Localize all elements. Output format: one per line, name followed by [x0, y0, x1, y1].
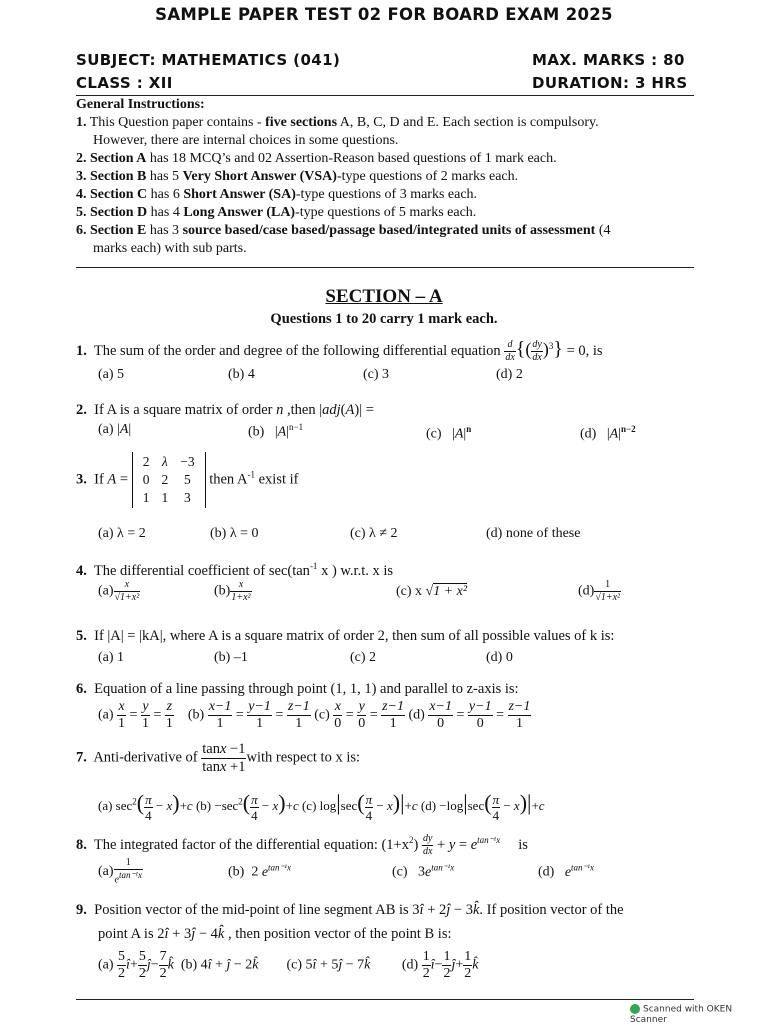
scanner-footer: Scanned with OKEN Scanner — [630, 1004, 733, 1025]
instruction-item-cont: marks each) with sub parts. — [93, 241, 247, 256]
question-7: 7. Anti-derivative of $\frac{\tan x -1}{\tan x +1}$ with respect to x is: — [76, 741, 361, 775]
q4-option-b: (b) $\frac{x}{\text{1+x²}}$ — [214, 579, 251, 603]
general-instructions — [76, 96, 696, 258]
scanner-logo-icon — [630, 1004, 640, 1014]
matrix-a: 2 λ −3 0 2 5 1 1 3 — [132, 452, 206, 508]
subject-label: SUBJECT: MATHEMATICS (041) — [76, 51, 341, 69]
max-marks-label: MAX. MARKS : 80 — [532, 51, 685, 69]
q3-option-c: (c) λ ≠ 2 — [350, 526, 398, 541]
question-3: 3. If A = 2 λ −3 0 2 5 1 1 3 then $A^{-1}$ exist if — [76, 452, 298, 508]
q1-option-c: (c) 3 — [363, 367, 390, 382]
section-subtitle: Questions 1 to 20 carry 1 mark each. — [270, 311, 498, 327]
q5-option-b: (b) –1 — [214, 650, 248, 665]
question-4: 4. The differential coefficient of $\sec(\tan^{-1}$ x ) w.r.t. x is — [76, 561, 394, 579]
question-2: 2. If A is a square matrix of order n ,then |adj(A)| = — [76, 402, 374, 418]
q8-option-b: (b) 2 $e^{tan^{-1}x}$ — [228, 862, 291, 880]
q3-option-b: (b) λ = 0 — [210, 526, 259, 541]
q4-option-c: (c) x √1 + x² — [396, 584, 468, 599]
question-1: 1. The sum of the order and degree of the following differential equation $\frac{d}{dx}$ {( $\frac{dy}{dx}$ )$^3$} = 0, is — [76, 338, 603, 364]
question-6: 6. Equation of a line passing through point (1, 1, 1) and parallel to z-axis is: — [76, 681, 519, 697]
q2-option-c: (c) $|A|^n$ — [426, 424, 472, 442]
instruction-item: 1. This Question paper contains - five sections A, B, C, D and E. Each section is compulsory. — [76, 115, 599, 130]
paper-title: SAMPLE PAPER TEST 02 FOR BOARD EXAM 2025 — [155, 5, 613, 24]
instruction-item: 3. Section B has 5 Very Short Answer (VSA)-type questions of 2 marks each. — [76, 169, 519, 184]
instruction-item: 2. Section A has 18 MCQ’s and 02 Assertion-Reason based questions of 1 mark each. — [76, 151, 557, 166]
q5-option-a: (a) 1 — [98, 650, 125, 665]
question-5: 5. If |A| = |kA|, where A is a square matrix of order 2, then sum of all possible values of k is: — [76, 628, 615, 644]
question-8: 8. The integrated factor of the differential equation: $(1+x^2)$ $\frac{dy}{dx}$ + $y = e^{tan^{-1}x}$ is — [76, 833, 528, 857]
section-title: SECTION – A — [325, 286, 443, 307]
class-label: CLASS : XII — [76, 74, 173, 92]
question-9: 9. Position vector of the mid-point of line segment AB is 3î + 2ĵ − 3k̂. If position vector of the — [76, 902, 624, 918]
instruction-item-cont: However, there are internal choices in some questions. — [93, 133, 399, 148]
q3-option-d: (d) none of these — [486, 526, 581, 541]
q8-option-c: (c) $3e^{tan^{-1}x}$ — [392, 862, 455, 880]
q9-options: (a) $\frac{5}{2}$ î+ $\frac{5}{2}$ ĵ− $\frac{7}{2}$ k̂ (b) 4î + ĵ − 2k̂ (c) 5î + 5ĵ − 7k̂ (d) $\frac{1}{2}$ î− $\frac{1}{2}$ ĵ+ $\frac{1}{2}$ k̂ — [98, 949, 479, 981]
instructions-heading: General Instructions: — [76, 97, 205, 112]
q6-options: (a) $\frac{x}{1}$ = $\frac{y}{1}$ = $\frac{z}{1}$ (b) $\frac{x-1}{1}$ = $\frac{y-1}{1}$ = $\frac{z-1}{1}$ (c) $\frac{x}{0}$ = $\frac{y}{0}$ = $\frac{z-1}{1}$ (d) $\frac{x-1}{0}$ = $\frac{y-1}{0}$ = $\frac{z-1}{1}$ — [98, 699, 531, 731]
q2-option-d: (d) $|A|^{n-2}$ — [580, 424, 636, 442]
q8-option-d: (d) $e^{tan^{-1}x}$ — [538, 862, 594, 880]
instruction-item: 4. Section C has 6 Short Answer (SA)-type questions of 3 marks each. — [76, 187, 478, 202]
q2-option-b: (b) $|A|^{n-1}$ — [248, 422, 304, 440]
q7-options: (a) $\sec^2$( $\frac{\pi}{4}$ − x)+c $(b) -\sec^2$( $\frac{\pi}{4}$ − x)+c (c) log|sec( $\frac{\pi}{4}$ − x)|+c (d) −log|sec( $\frac{\pi}{4}$ − x)|+c — [98, 790, 545, 823]
instruction-item: 5. Section D has 4 Long Answer (LA)-type questions of 5 marks each. — [76, 205, 477, 220]
q1-option-b: (b) 4 — [228, 367, 255, 382]
q1-option-a: (a) 5 — [98, 367, 125, 382]
q8-option-a: (a) $\frac{1}{e^{tan^{-1}x}}$ — [98, 857, 142, 886]
q4-option-a: (a) $\frac{x}{\text{√1+x²}}$ — [98, 579, 140, 603]
q1-option-d: (d) 2 — [496, 367, 523, 382]
duration-label: DURATION: 3 HRS — [532, 74, 688, 92]
q2-option-a: (a) |A| — [98, 422, 132, 437]
page-bottom-divider — [76, 999, 694, 1000]
instructions-divider — [76, 267, 694, 268]
question-9-line2: point A is 2î + 3ĵ − 4k̂ , then position vector of the point B is: — [98, 926, 452, 942]
q3-option-a: (a) λ = 2 — [98, 526, 146, 541]
q5-option-d: (d) 0 — [486, 650, 513, 665]
q4-option-d: (d) $\frac{1}{\text{√1+x²}}$ — [578, 579, 621, 603]
instruction-item: 6. Section E has 3 source based/case based/passage based/integrated units of assessment (4 — [76, 223, 611, 238]
q5-option-c: (c) 2 — [350, 650, 377, 665]
